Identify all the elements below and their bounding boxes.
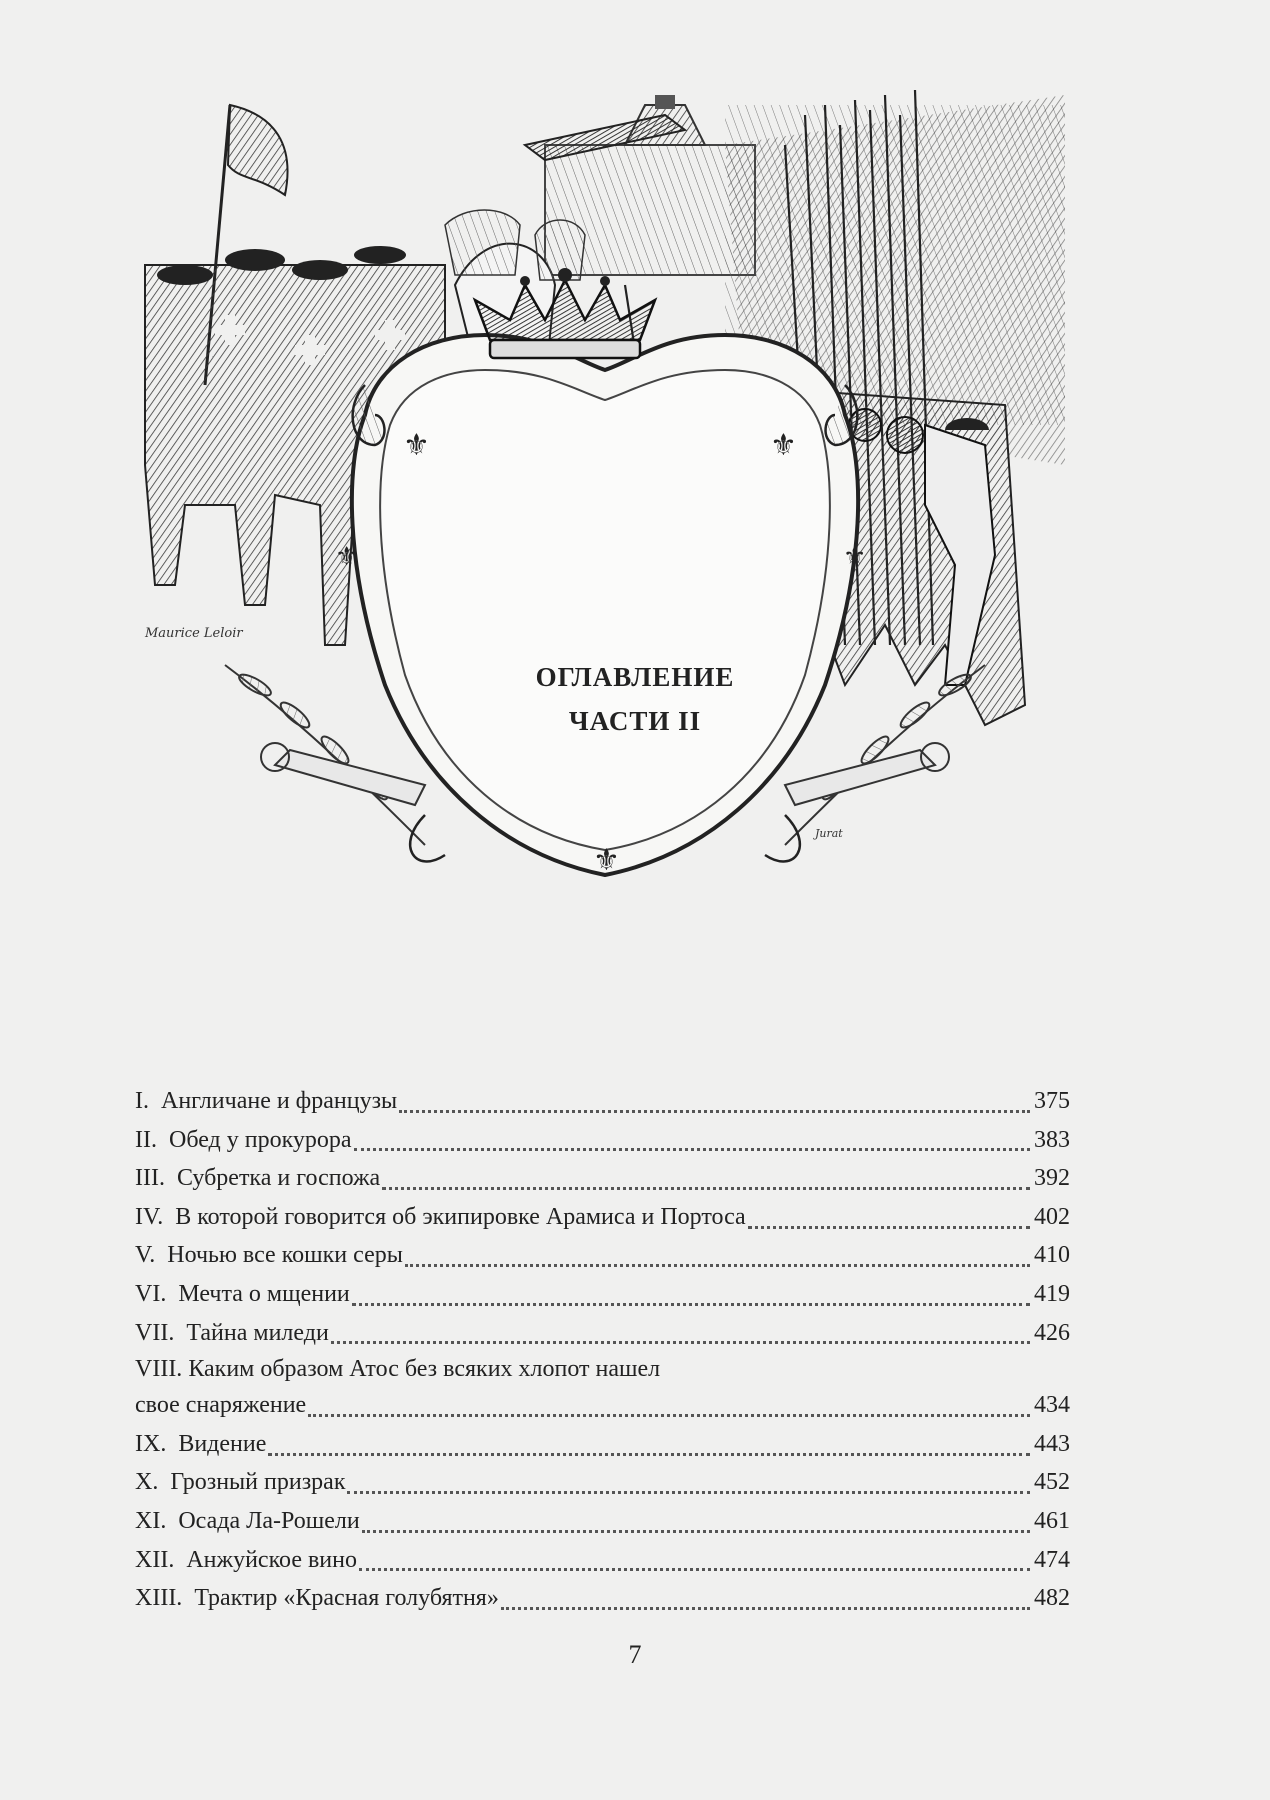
toc-leader-dots (352, 1303, 1030, 1306)
toc-entry[interactable] (135, 1463, 1070, 1502)
toc-entry-title: Анжуйское вино (186, 1546, 357, 1573)
toc-entry-title: Трактир «Красная голубятня» (194, 1585, 499, 1612)
toc-leader-dots (354, 1148, 1030, 1151)
toc-entry-number: IX. (135, 1430, 167, 1457)
toc-entry[interactable] (135, 1541, 1070, 1580)
toc-entry-page: 419 (1034, 1280, 1070, 1307)
toc-entry-title: Мечта о мщении (178, 1280, 350, 1307)
svg-text:⚜: ⚜ (593, 843, 620, 878)
toc-leader-dots (399, 1110, 1030, 1113)
page-number: 7 (628, 1640, 642, 1669)
toc-leader-dots (347, 1491, 1030, 1494)
toc-leader-dots (748, 1226, 1030, 1229)
toc-entry-line2 (135, 1386, 1070, 1425)
toc-heading-line2: ЧАСТИ II (568, 706, 702, 736)
toc-entry-page: 482 (1034, 1585, 1070, 1612)
toc-leader-dots (268, 1453, 1030, 1456)
toc-leader-dots (359, 1568, 1030, 1571)
toc-entry-number: XIII. (135, 1585, 183, 1612)
toc-entry-page: 434 (1034, 1392, 1070, 1419)
toc-entry-page: 402 (1034, 1203, 1070, 1230)
toc-entry-line1 (135, 1352, 1070, 1386)
svg-text:⚜: ⚜ (335, 542, 359, 572)
toc-entry-number: V. (135, 1242, 156, 1269)
toc-entry-page: 383 (1034, 1126, 1070, 1153)
toc-leader-dots (405, 1264, 1030, 1267)
toc-leader-dots (501, 1607, 1030, 1610)
toc-entry-number: I. (135, 1088, 149, 1114)
toc-entry-page: 443 (1034, 1430, 1070, 1457)
toc-entry-number: VIII. (135, 1356, 183, 1383)
toc-entry-title: Англичане и французы (161, 1088, 398, 1114)
toc-entry-page: 392 (1034, 1165, 1070, 1192)
engraving-illustration (125, 85, 1085, 985)
svg-text:⚜: ⚜ (403, 428, 430, 463)
toc-entry[interactable] (135, 1275, 1070, 1314)
svg-text:⚜: ⚜ (843, 542, 867, 572)
toc-entry[interactable] (135, 1579, 1070, 1618)
toc-entry-title: Ночью все кошки серы (167, 1242, 403, 1269)
toc-entry-number: II. (135, 1126, 157, 1153)
toc-leader-dots (362, 1530, 1030, 1533)
toc-entry-page: 426 (1034, 1319, 1070, 1346)
toc-entry-multiline[interactable] (135, 1352, 1070, 1425)
toc-heading (430, 655, 840, 743)
toc-entry-page: 375 (1034, 1088, 1070, 1114)
toc-leader-dots (382, 1187, 1030, 1190)
toc-entry-page: 410 (1034, 1242, 1070, 1269)
cartouche-shield (352, 335, 858, 875)
toc-entry-number: III. (135, 1165, 165, 1192)
toc-entry-title: Осада Ла-Рошели (178, 1507, 360, 1534)
toc-entry-title: В которой говорится об экипировке Арамиса и Портоса (175, 1203, 746, 1230)
toc-entry-page: 461 (1034, 1507, 1070, 1534)
toc-entry-title: Тайна миледи (186, 1319, 329, 1346)
toc-entry-title-line2: свое снаряжение (135, 1392, 307, 1419)
toc-entry-title-line1: Каким образом Атос без всяких хлопот нашел (188, 1356, 661, 1383)
toc-leader-dots (308, 1414, 1030, 1417)
toc-leader-dots (331, 1341, 1030, 1344)
toc-entry[interactable] (135, 1425, 1070, 1464)
signature-right: Jurat (815, 827, 843, 840)
toc-entry-title: Субретка и госпожа (176, 1165, 381, 1192)
toc-entry[interactable] (135, 1082, 1070, 1121)
toc-entry-number: IV. (135, 1203, 164, 1230)
toc-heading-line1: ОГЛАВЛЕНИЕ (535, 662, 735, 692)
toc-entry-title: Видение (178, 1430, 267, 1457)
toc-entry[interactable] (135, 1502, 1070, 1541)
toc-entry[interactable] (135, 1314, 1070, 1353)
toc-entry-number: XI. (135, 1507, 167, 1534)
toc-entry-page: 474 (1034, 1546, 1070, 1573)
svg-text:⚜: ⚜ (770, 428, 797, 463)
toc-entry[interactable] (135, 1121, 1070, 1160)
toc-entry-number: XII. (135, 1546, 175, 1573)
toc-entry-number: VII. (135, 1319, 175, 1346)
table-of-contents (135, 1082, 1070, 1618)
signature-left: Maurice Leloir (145, 626, 243, 641)
toc-entry-page: 452 (1034, 1469, 1070, 1496)
toc-entry[interactable] (135, 1159, 1070, 1198)
toc-entry-number: VI. (135, 1280, 167, 1307)
toc-entry-title: Грозный призрак (170, 1469, 346, 1496)
toc-entry-number: X. (135, 1469, 159, 1496)
toc-entry-title: Обед у прокурора (168, 1126, 352, 1153)
toc-entry[interactable] (135, 1236, 1070, 1275)
toc-entry[interactable] (135, 1198, 1070, 1237)
